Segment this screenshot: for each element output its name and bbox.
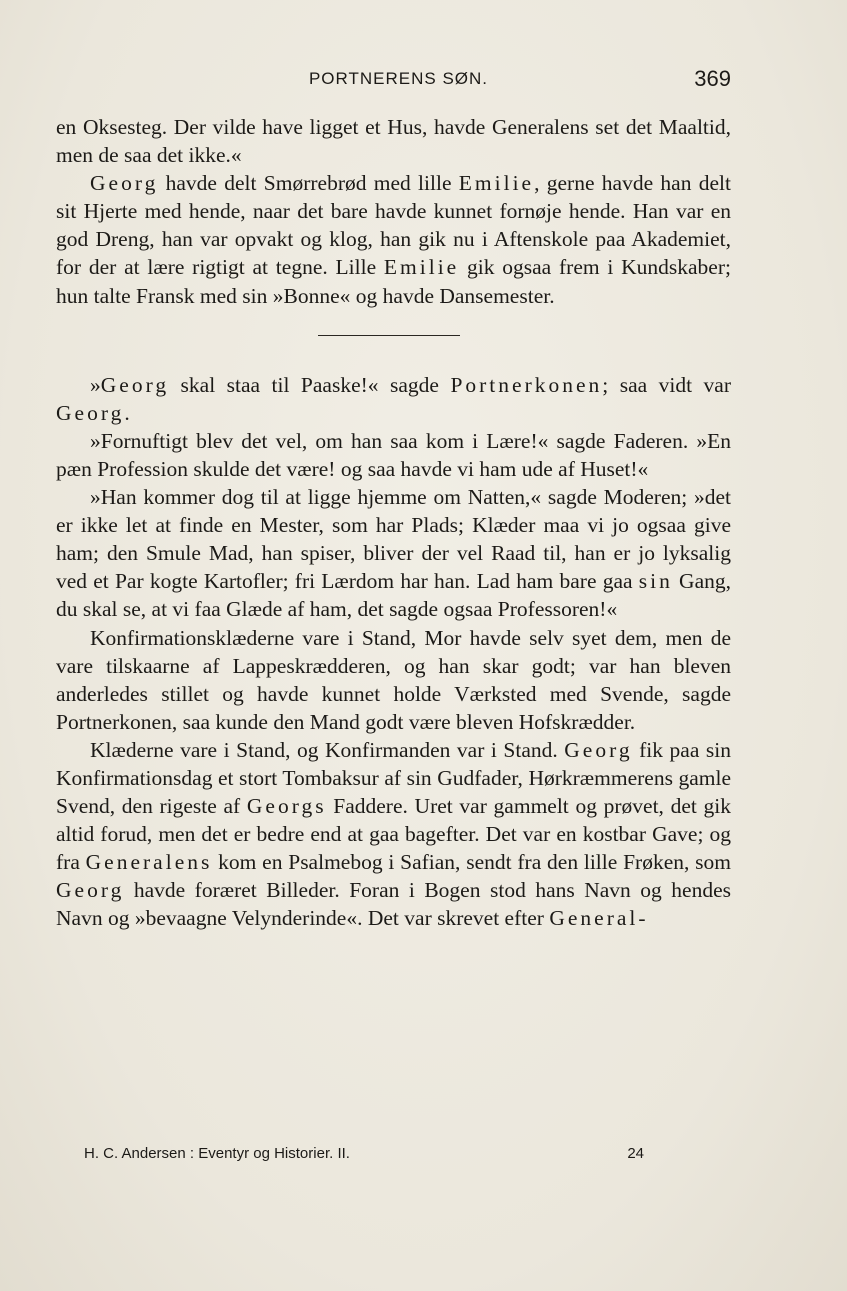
footer-credit: H. C. Andersen : Eventyr og Historier. II.	[84, 1145, 350, 1162]
paragraph-6	[56, 624, 731, 736]
section-divider	[56, 310, 731, 365]
paragraph-6-text: Konfirmationsklæderne vare i Stand, Mor havde selv syet dem, men de vare tilskaarne af Lappeskrædderen, og han skar godt; var han bleven anderledes stillet og havde kunnet holde Værksted med Svende, sagde Portnerkonen, saa kunde den Mand godt være bleven Hofskrædder.	[56, 625, 731, 734]
page-footer	[84, 1142, 644, 1166]
name-emilie: Emilie	[458, 171, 535, 196]
name-emilie: Emilie	[383, 255, 460, 280]
text-run: fik paa sin Konfirmationsdag et stort Tombaksur af sin Gudfader, Hørkræmmerens gamle Svend, den rigeste af	[56, 737, 731, 819]
name-georg: Georg	[100, 372, 170, 397]
name-georg: Georg	[564, 737, 633, 762]
text-run: .	[124, 400, 130, 425]
text-run: Gang, du skal se, at vi faa Glæde af ham, det sagde ogsaa Professoren!«	[56, 569, 731, 622]
paragraph-5	[56, 483, 731, 623]
paragraph-2	[56, 169, 731, 309]
name-georgs: Georgs	[246, 794, 327, 819]
name-general: General-	[549, 906, 649, 931]
text-run: , gerne havde han delt sit Hjerte med hende, naar det bare havde kunnet fornøje hende. Han var en god Dreng, han var opvakt og klog, han gik nu i Aftenskole paa Akademiet, for der at lære rigtigt at tegne. Lille	[56, 171, 731, 280]
horizontal-rule	[318, 335, 460, 336]
name-generalens: Generalens	[85, 850, 213, 875]
paragraph-1-text: en Oksesteg. Der vilde have ligget et Hus, havde Generalens set det Maaltid, men de saa det ikke.«	[56, 115, 731, 168]
name-georg: Georg	[56, 878, 125, 903]
section-two	[56, 371, 731, 933]
page-header	[56, 62, 731, 96]
paragraph-4-text: »Fornuftigt blev det vel, om han saa kom i Lære!« sagde Faderen. »En pæn Profession skulde det være! og saa havde vi ham ude af Huset!«	[56, 428, 731, 481]
text-run: »	[90, 372, 101, 397]
text-run: havde delt Smørrebrød med lille	[158, 171, 459, 196]
text-run: Klæderne vare i Stand, og Konfirmanden var i Stand.	[90, 737, 565, 762]
text-run: gik ogsaa frem i Kundskaber; hun talte Fransk med sin »Bonne« og havde Dansemester.	[56, 255, 731, 308]
name-georg: Georg	[56, 400, 125, 425]
body-text	[56, 113, 731, 933]
name-portnerkonen: Portnerkonen	[450, 372, 603, 397]
text-run: »Han kommer dog til at ligge hjemme om Natten,« sagde Moderen; »det er ikke let at finde en Mester, som har Plads; Klæder maa vi jo ogsaa give ham; den Smule Mad, han spiser, bliver der vel Raad til, han er jo lyksalig ved et Par kogte Kartofler; fri Lærdom har han. Lad ham bare gaa	[56, 485, 731, 594]
text-run: ; saa vidt var	[602, 372, 732, 397]
text-run: Faddere. Uret var gammelt og prøvet, det gik altid forud, men det er bedre end at gaa bagefter. Det var en kostbar Gave; og fra	[56, 794, 732, 875]
running-title: PORTNERENS SØN.	[308, 69, 489, 88]
text-run: havde foræret Billeder. Foran i Bogen stod hans Navn og hendes Navn og »bevaagne Velynderinde«. Det var skrevet efter	[56, 878, 731, 931]
name-georg: Georg	[90, 171, 159, 196]
emphasis-sin: sin	[638, 569, 673, 594]
paragraph-1	[56, 113, 731, 169]
paragraph-4	[56, 427, 731, 483]
text-run: skal staa til Paaske!« sagde	[169, 372, 451, 397]
paragraph-7	[56, 736, 731, 933]
page-number: 369	[694, 66, 731, 91]
text-run: kom en Psalmebog i Safian, sendt fra den lille Frøken, som	[212, 850, 731, 875]
signature-mark: 24	[627, 1145, 644, 1162]
paragraph-3	[56, 371, 731, 427]
